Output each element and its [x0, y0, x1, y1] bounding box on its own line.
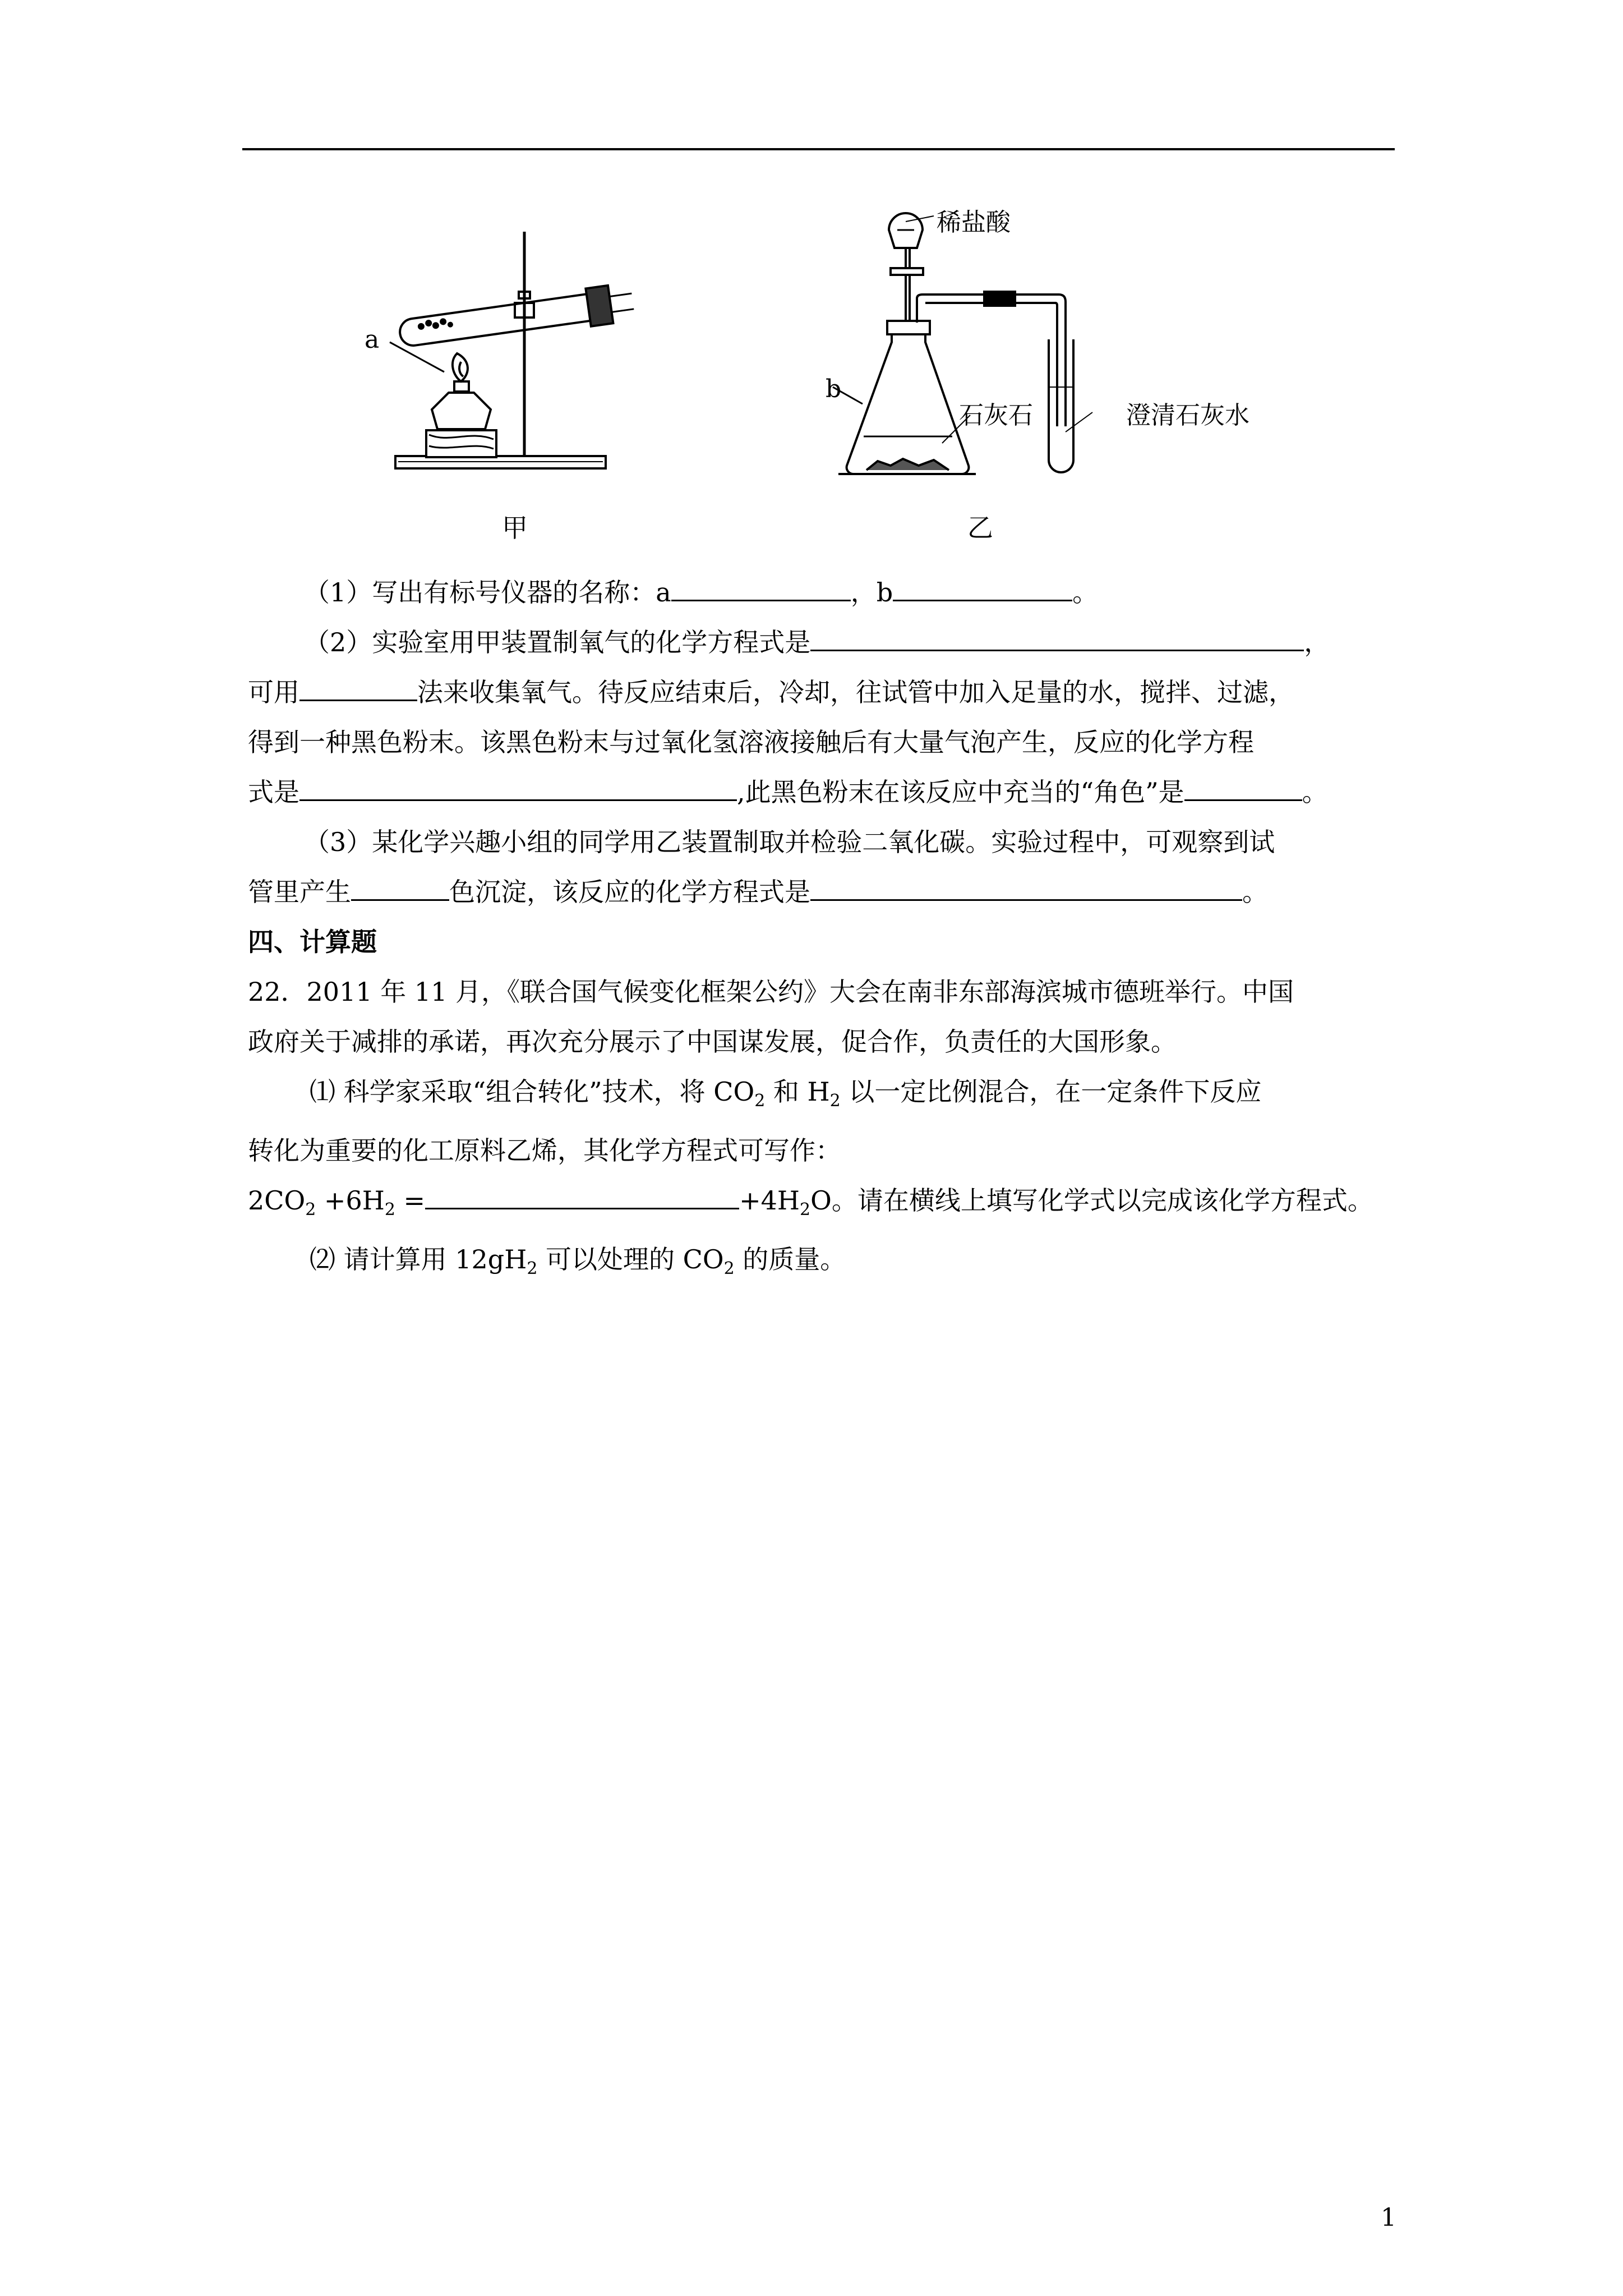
q21-part3-line2: 管里产生 色沉淀，该反应的化学方程式是 。 — [248, 867, 1398, 917]
answer-blank-limewater-equation[interactable] — [810, 871, 1242, 901]
stopper — [887, 321, 930, 334]
q22-sub1-line2: 转化为重要的化工原料乙烯，其化学方程式可写作： — [248, 1135, 841, 1166]
q22-sub1-line1: ⑴ 科学家采取“组合转化”技术，将 $CO_2$ 和 $H_2$ 以一定比例混合，在一定条件下反应 — [310, 1076, 1262, 1111]
answer-blank-oxygen-equation[interactable] — [810, 622, 1304, 651]
q22-intro-line2: 政府关于减排的承诺，再次充分展示了中国谋发展，促合作，负责任的大国形象。 — [248, 1027, 1177, 1057]
header-rule — [242, 148, 1395, 150]
label-acid: 稀盐酸 — [937, 208, 1011, 237]
question-text — [248, 568, 1398, 1294]
limewater-test-tube — [1049, 339, 1073, 472]
caption-yi: 乙 — [967, 513, 993, 543]
label-limestone: 石灰石 — [959, 401, 1033, 430]
apparatus-yi-figure — [824, 202, 1138, 494]
answer-blank-collection-method[interactable] — [299, 671, 417, 701]
apparatus-jia-figure — [359, 222, 651, 480]
q21-part2-line4: 式是 ,此黑色粉末在该反应中充当的“角色”是 。 — [248, 767, 1398, 817]
answer-blank-precipitate-color[interactable] — [351, 871, 449, 901]
q21-part1: （1）写出有标号仪器的名称：a ，b 。 — [248, 568, 1398, 618]
q22-sub2: ⑵ 请计算用 $12gH_2$ 可以处理的 $CO_2$ 的质量。 — [310, 1244, 846, 1279]
answer-blank-role[interactable] — [1184, 771, 1302, 801]
section-heading: 四、计算题 — [248, 927, 377, 957]
page-number: 1 — [1381, 2203, 1396, 2232]
answer-blank-ethylene-formula[interactable] — [425, 1180, 739, 1209]
alcohol-lamp — [432, 393, 491, 429]
caption-jia: 甲 — [502, 513, 528, 543]
q21-part3-line1: （3）某化学兴趣小组的同学用乙装置制取并检验二氧化碳。实验过程中，可观察到试 — [304, 827, 1275, 857]
q21-part2-line3: 得到一种黑色粉末。该黑色粉末与过氧化氢溶液接触后有大量气泡产生，反应的化学方程 — [248, 727, 1254, 757]
answer-blank-peroxide-equation[interactable] — [299, 771, 737, 801]
lamp-wick-holder — [454, 381, 469, 392]
label-b: b — [826, 375, 842, 403]
q22-intro-line1: 22．2011 年 11 月，《联合国气候变化框架公约》大会在南非东部海滨城市德班举行。中国 — [248, 977, 1294, 1007]
q21-part2-line1: （2）实验室用甲装置制氧气的化学方程式是 ， — [248, 618, 1398, 668]
answer-blank-a[interactable] — [671, 572, 851, 601]
label-limewater: 澄清石灰水 — [1126, 401, 1249, 430]
q21-part2-line2: 可用 法来收集氧气。待反应结束后，冷却，往试管中加入足量的水，搅拌、过滤， — [248, 668, 1398, 717]
q22-equation: $2CO_2 +6H_2 = +4H_2O$。请在横线上填写化学式以完成该化学方程式。 — [248, 1176, 1398, 1235]
label-a: a — [365, 325, 380, 354]
conical-flask — [847, 331, 969, 474]
answer-blank-b[interactable] — [893, 572, 1072, 601]
